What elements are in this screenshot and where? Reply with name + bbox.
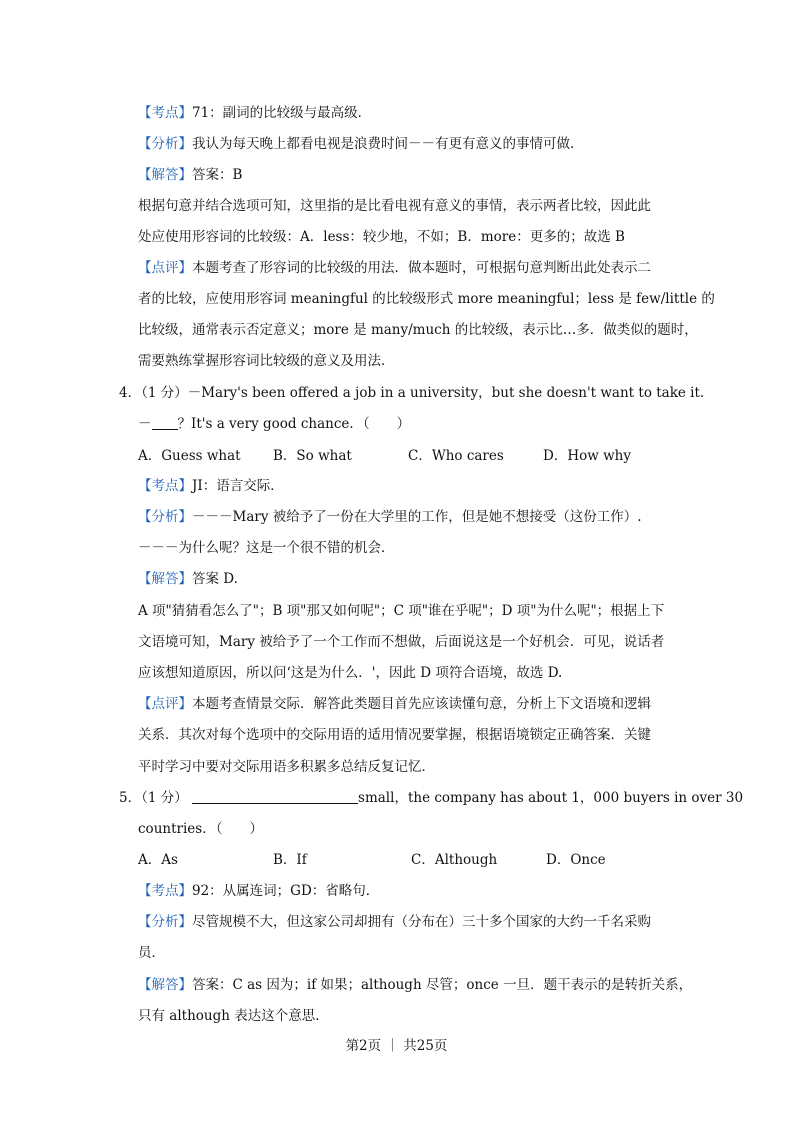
question-number: 5． xyxy=(119,790,142,806)
option-b[interactable]: B．If xyxy=(273,852,307,868)
jieda-tag: 【解答】 xyxy=(138,571,192,587)
q4-fenxi-line: －－－为什么呢？这是一个很不错的机会． xyxy=(138,540,395,556)
q3-dianping: 【点评】本题考查了形容词的比较级的用法．做本题时，可根据句意判断出此处表示二 xyxy=(138,260,651,276)
kaodian-tag: 【考点】 xyxy=(138,883,192,899)
fenxi-tag: 【分析】 xyxy=(138,136,192,152)
q4-dianping-line: 关系．其次对每个选项中的交际用语的适用情况要掌握，根据语境锁定正确答案．关键 xyxy=(138,727,651,743)
question-score: （1 分） xyxy=(141,385,188,401)
q3-dianping-line: 者的比较，应使用形容词 meaningful 的比较级形式 more meaningful；less 是 few/little 的 xyxy=(138,291,715,307)
option-a[interactable]: A．As xyxy=(138,852,178,868)
q4-dianping: 【点评】本题考查情景交际．解答此类题目首先应该读懂句意，分析上下文语境和逻辑 xyxy=(138,696,651,712)
q4-stem: 4．（1 分）－Mary's been offered a job in a university，but she doesn't want to take it. xyxy=(119,385,705,401)
jieda-tag: 【解答】 xyxy=(138,167,192,183)
page-footer: 第2页 ｜ 共25页 xyxy=(345,1038,448,1054)
option-b[interactable]: B．So what xyxy=(273,448,352,464)
kaodian-tag: 【考点】 xyxy=(138,105,192,121)
q4-jieda: 【解答】答案 D. xyxy=(138,571,238,587)
question-score: （1 分） xyxy=(141,790,188,806)
q5-jieda: 【解答】答案：C as 因为；if 如果；although 尽管；once 一旦．题干表示的是转折关系， xyxy=(138,977,693,993)
q3-kaodian: 【考点】71：副词的比较级与最高级． xyxy=(138,105,372,121)
q5-options xyxy=(138,850,678,870)
q5-jieda-line: 只有 although 表达这个意思. xyxy=(138,1008,320,1024)
q3-jieda-line: 处应使用形容词的比较级：A．less：较少地，不如；B．more：更多的；故选 B xyxy=(138,229,625,245)
answer-blank[interactable] xyxy=(152,415,178,430)
q3-dianping-line: 需要熟练掌握形容词比较级的意义及用法． xyxy=(138,353,395,369)
fenxi-tag: 【分析】 xyxy=(138,509,192,525)
q5-fenxi: 【分析】尽管规模不大，但这家公司却拥有（分布在）三十多个国家的大约一千名采购 xyxy=(138,914,651,930)
option-c[interactable]: C．Who cares xyxy=(408,448,504,464)
jieda-tag: 【解答】 xyxy=(138,977,192,993)
q3-jieda-line: 根据句意并结合选项可知，这里指的是比看电视有意义的事情，表示两者比较，因此此 xyxy=(138,198,651,214)
answer-blank[interactable] xyxy=(192,789,358,804)
q4-kaodian: 【考点】JI：语言交际． xyxy=(138,478,284,494)
q4-dianping-line: 平时学习中要对交际用语多积累多总结反复记忆． xyxy=(138,759,435,775)
option-a[interactable]: A．Guess what xyxy=(138,448,241,464)
q4-fenxi: 【分析】－－－Mary 被给予了一份在大学里的工作，但是她不想接受（这份工作）. xyxy=(138,509,642,525)
question-number: 4． xyxy=(119,385,142,401)
dianping-tag: 【点评】 xyxy=(138,696,192,712)
q4-jieda-line: 应该想知道原因，所以问‘这是为什么．'，因此 D 项符合语境，故选 D. xyxy=(138,665,563,681)
q5-fenxi-line: 员． xyxy=(138,945,165,961)
kaodian-tag: 【考点】 xyxy=(138,478,192,494)
q4-jieda-line: 文语境可知，Mary 被给予了一个工作而不想做，后面说这是一个好机会．可见，说话者 xyxy=(138,634,665,650)
option-c[interactable]: C．Although xyxy=(411,852,498,868)
q4-stem-line2: － ？It's a very good chance．（ ） xyxy=(138,416,411,432)
fenxi-tag: 【分析】 xyxy=(138,914,192,930)
option-d[interactable]: D．Once xyxy=(546,852,606,868)
q5-kaodian: 【考点】92：从属连词；GD：省略句． xyxy=(138,883,380,899)
option-d[interactable]: D．How why xyxy=(543,448,631,464)
q5-stem-line2: countries．（ ） xyxy=(138,821,263,837)
q5-stem: 5．（1 分） small，the company has about 1，000 buyers in over 30 xyxy=(119,790,744,806)
q3-jieda: 【解答】答案：B xyxy=(138,167,243,183)
q3-fenxi: 【分析】我认为每天晚上都看电视是浪费时间－－有更有意义的事情可做． xyxy=(138,136,584,152)
q4-jieda-line: A 项"猜猜看怎么了"；B 项"那又如何呢"；C 项"谁在乎呢"；D 项"为什么呢"；根据上下 xyxy=(138,603,665,619)
dianping-tag: 【点评】 xyxy=(138,260,192,276)
q3-dianping-line: 比较级，通常表示否定意义；more 是 many/much 的比较级，表示比…多．做类似的题时， xyxy=(138,322,698,338)
q4-options xyxy=(138,446,678,466)
